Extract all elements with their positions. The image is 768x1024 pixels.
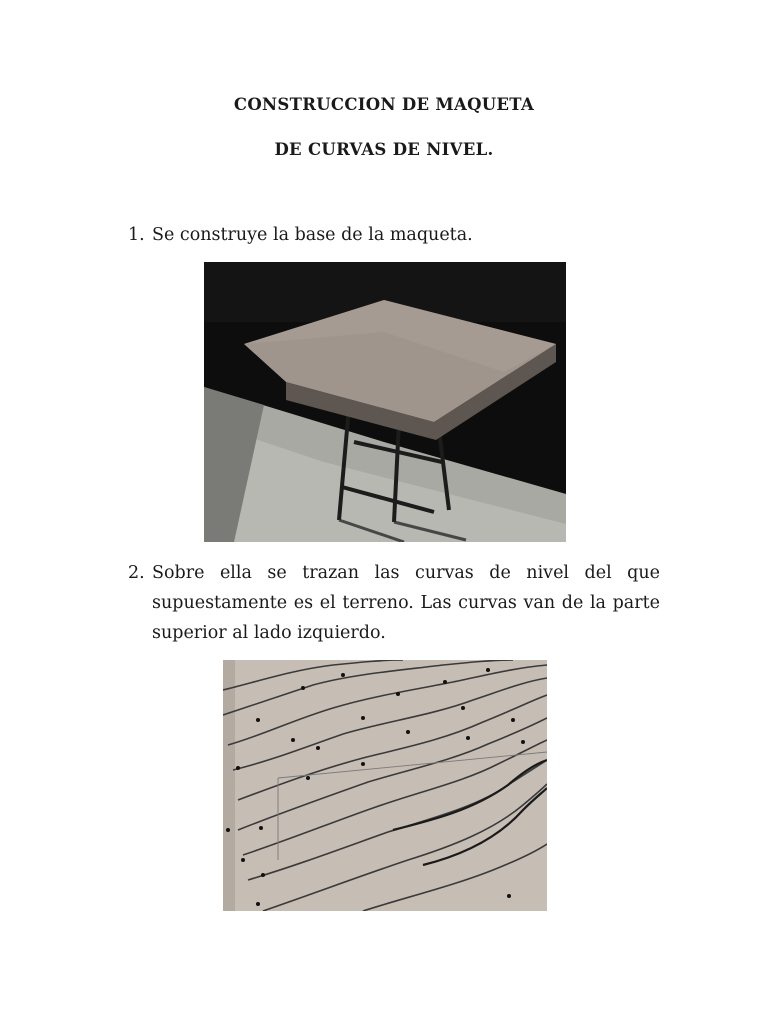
step-2-text: Sobre ella se trazan las curvas de nivel del que supuestamente es el terreno. Las curvas van de la parte superior al lado izquierdo. — [152, 563, 660, 643]
document-title-line-1: CONSTRUCCION DE MAQUETA — [233, 95, 535, 114]
step-2 — [128, 558, 660, 648]
step-2-number: 2. — [128, 563, 145, 583]
step-1 — [128, 220, 660, 250]
document-title-line-2: DE CURVAS DE NIVEL. — [274, 140, 494, 159]
step-1-text: Se construye la base de la maqueta. — [152, 225, 473, 245]
photo-contour-lines — [223, 660, 547, 911]
step-1-number: 1. — [128, 225, 145, 245]
photo-maquette-base — [204, 262, 566, 542]
